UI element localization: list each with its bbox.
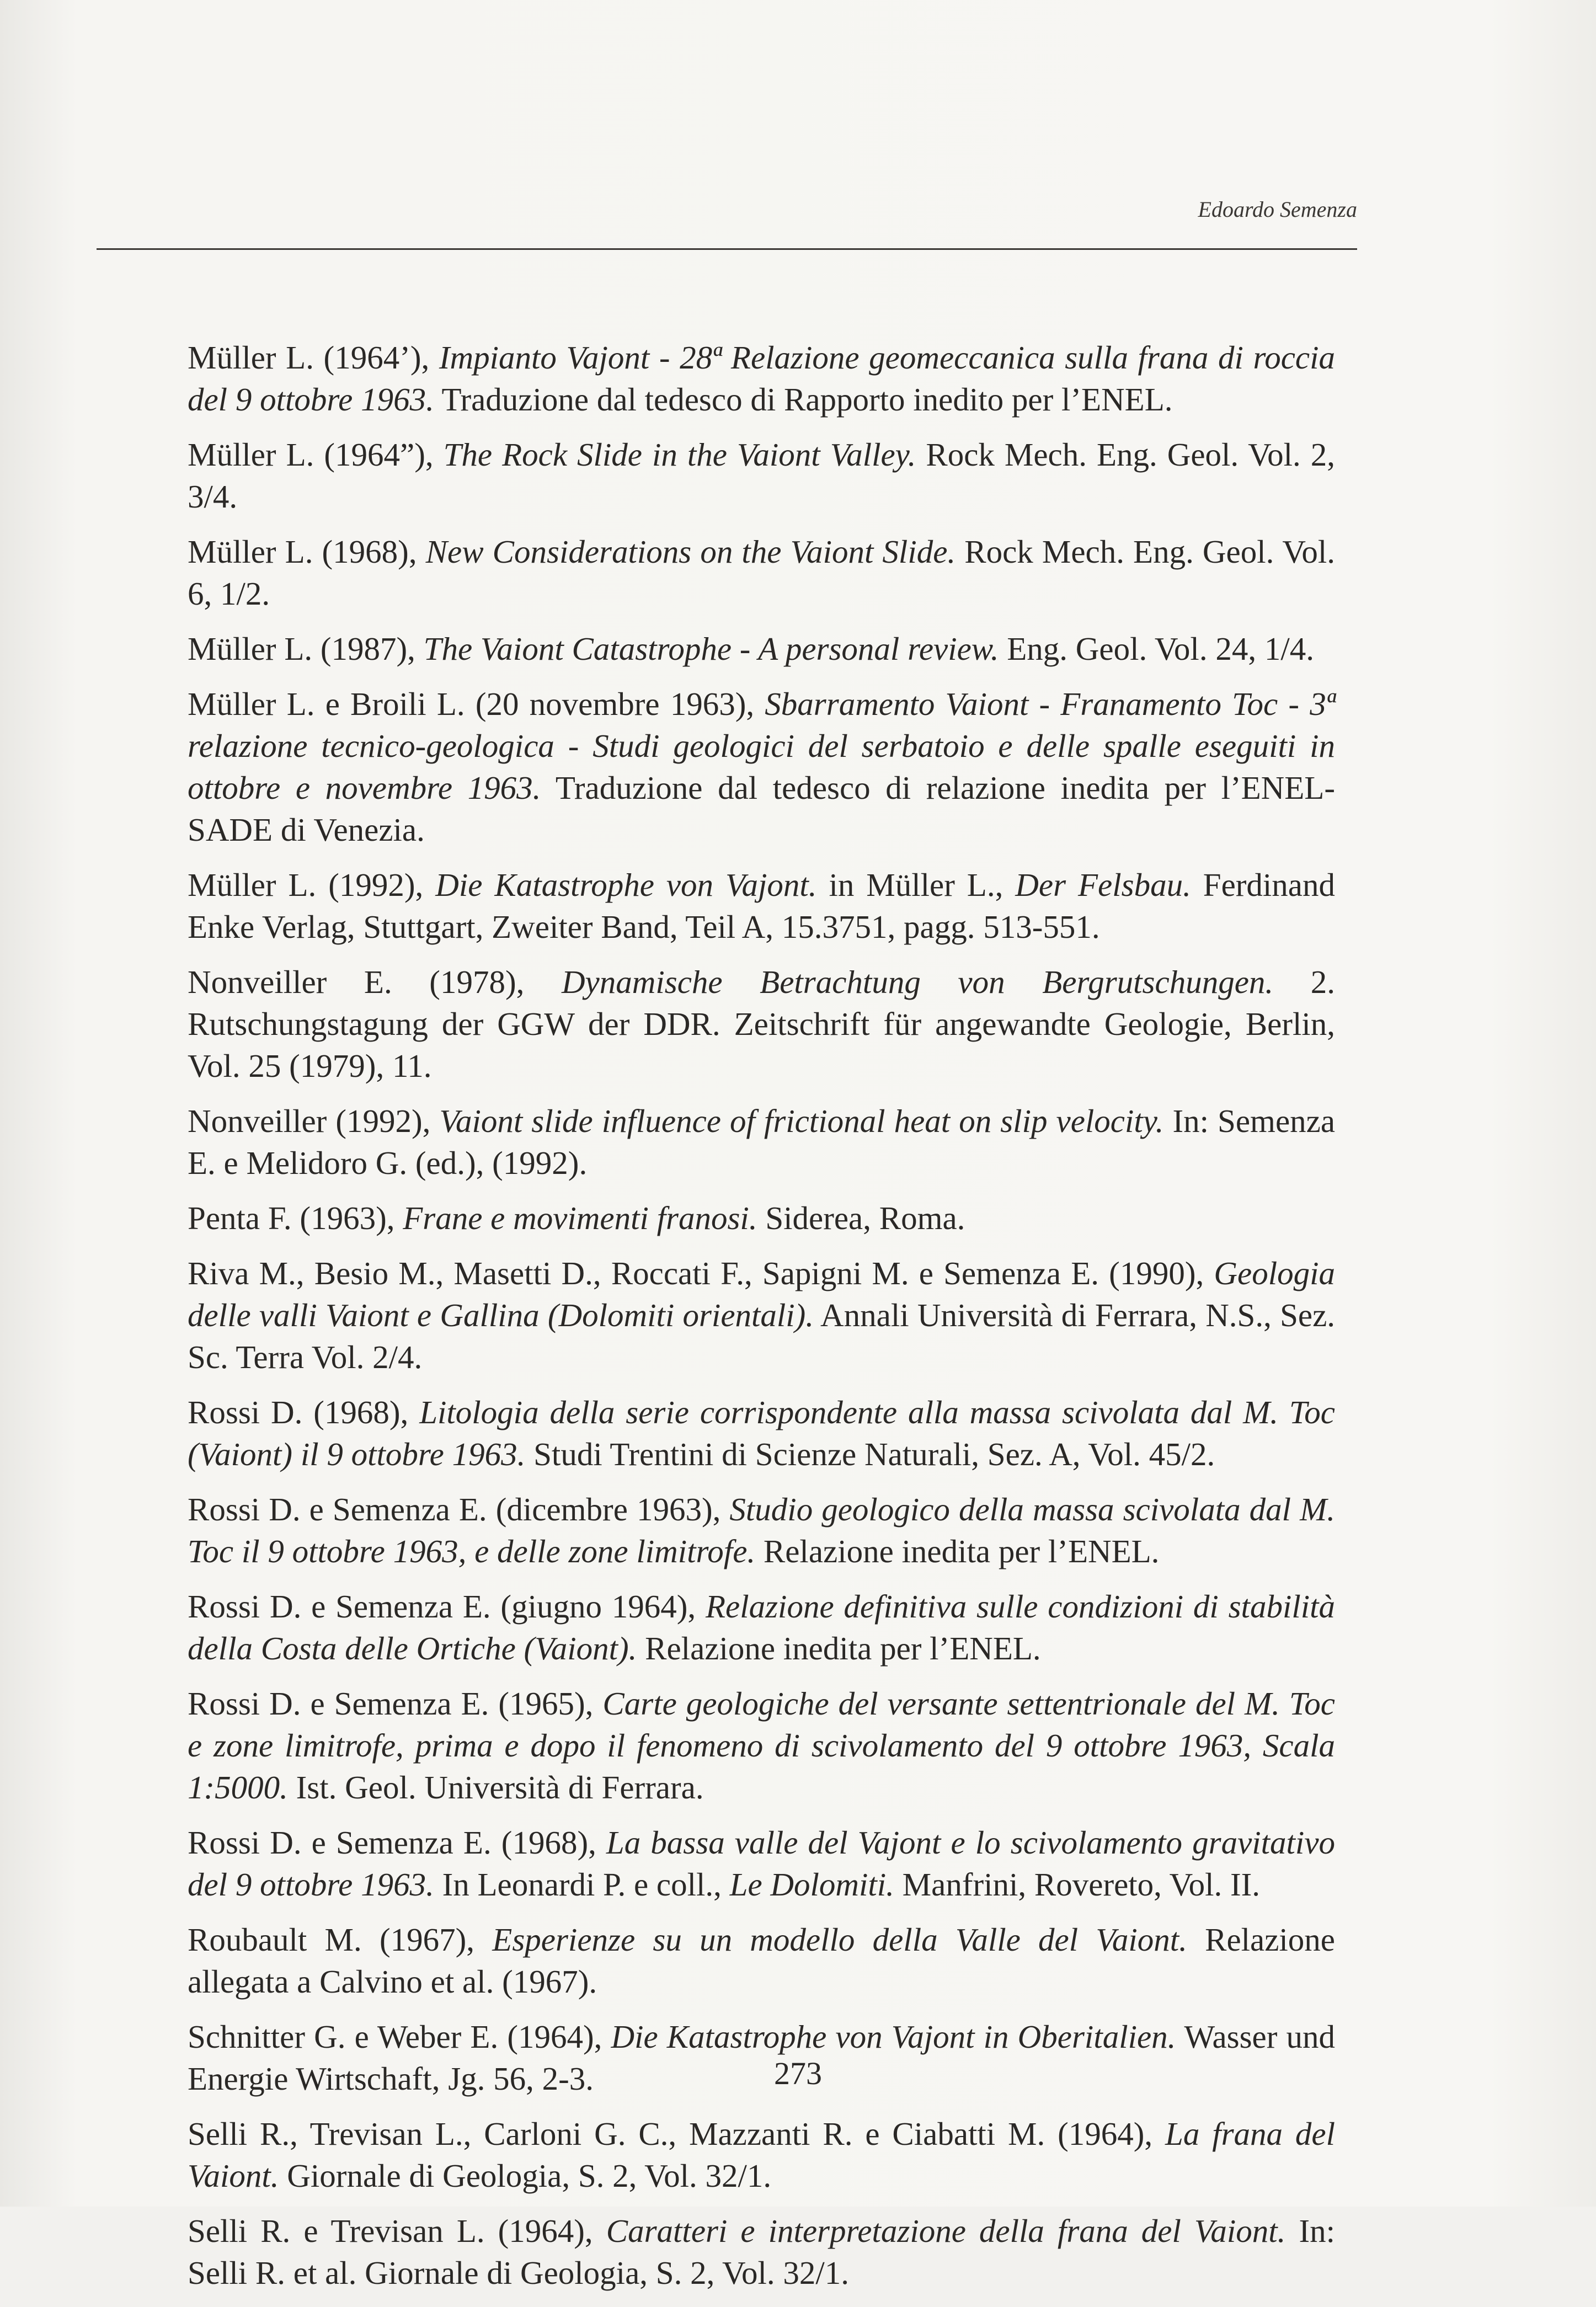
reference-entry bbox=[188, 1488, 1335, 1572]
reference-entry bbox=[188, 1100, 1335, 1184]
reference-text: Rock Mech. Eng. Geol. Vol. 2, 3/4. bbox=[188, 436, 1336, 515]
reference-title: Esperienze su un modello della Valle del Vaiont. bbox=[492, 1921, 1187, 1958]
reference-text: Müller L. (1968), bbox=[188, 533, 426, 570]
reference-title: La bassa valle del Vajont e lo scivolamento gravitativo del 9 ottobre 1963. bbox=[188, 1824, 1336, 1903]
reference-text: Relazione allegata a Calvino et al. (1967). bbox=[188, 1921, 1335, 2000]
reference-entry bbox=[188, 434, 1335, 517]
reference-title: Caratteri e interpretazione della frana del Vaiont. bbox=[606, 2213, 1286, 2249]
reference-list bbox=[188, 337, 1335, 2307]
reference-text: Studi Trentini di Scienze Naturali, Sez. A, Vol. 45/2. bbox=[525, 1436, 1215, 1472]
page-number: 273 bbox=[774, 2055, 822, 2091]
reference-text: Annali Università di Ferrara, N.S., Sez. Sc. Terra Vol. 2/4. bbox=[188, 1297, 1336, 1375]
reference-entry bbox=[188, 864, 1335, 948]
reference-entry bbox=[188, 1585, 1335, 1669]
reference-text: In: Selli R. et al. Giornale di Geologia, S. 2, Vol. 32/1. bbox=[188, 2213, 1335, 2291]
reference-text: Traduzione dal tedesco di relazione inedita per l’ENEL-SADE di Venezia. bbox=[188, 770, 1335, 848]
reference-title: Relazione definitiva sulle condizioni di stabilità della Costa delle Ortiche (Vaiont). bbox=[188, 1588, 1336, 1667]
reference-text: Rossi D. e Semenza E. (giugno 1964), bbox=[188, 1588, 706, 1625]
reference-title: Geologia delle valli Vaiont e Gallina (Dolomiti orientali). bbox=[188, 1255, 1335, 1333]
reference-text: Penta F. (1963), bbox=[188, 1200, 403, 1236]
reference-entry bbox=[188, 337, 1335, 420]
reference-text: Nonveiller E. (1978), bbox=[188, 964, 562, 1000]
reference-text: Selli R. e Trevisan L. (1964), bbox=[188, 2213, 606, 2249]
reference-text: Rossi D. e Semenza E. (1968), bbox=[188, 1824, 606, 1861]
reference-text: Riva M., Besio M., Masetti D., Roccati F., Sapigni M. e Semenza E. (1990), bbox=[188, 1255, 1214, 1291]
reference-text: Müller L. (1992), bbox=[188, 867, 436, 903]
reference-title: New Considerations on the Vaiont Slide. bbox=[425, 533, 956, 570]
reference-title: Le Dolomiti. bbox=[729, 1866, 894, 1903]
reference-title: The Vaiont Catastrophe - A personal review. bbox=[423, 631, 999, 667]
reference-title: The Rock Slide in the Vaiont Valley. bbox=[443, 436, 916, 473]
reference-text: In Leonardi P. e coll., bbox=[434, 1866, 730, 1903]
reference-text: In: Semenza E. e Melidoro G. (ed.), (1992). bbox=[188, 1103, 1336, 1181]
reference-title: La frana del Vaiont. bbox=[188, 2116, 1335, 2194]
reference-text: Rossi D. e Semenza E. (1965), bbox=[188, 1685, 603, 1722]
reference-title: Vaiont slide influence of frictional heat on slip velocity. bbox=[439, 1103, 1164, 1139]
reference-title: Sbarramento Vaiont - Franamento Toc - 3ª relazione tecnico-geologica - Studi geologici del serbatoio e delle spalle eseguiti in ottobre e novembre 1963. bbox=[188, 686, 1335, 806]
reference-text: Relazione inedita per l’ENEL. bbox=[637, 1630, 1041, 1667]
reference-entry bbox=[188, 531, 1335, 615]
reference-title: Litologia della serie corrispondente alla massa scivolata dal M. Toc (Vaiont) il 9 ottobre 1963. bbox=[188, 1394, 1335, 1472]
reference-text: Manfrini, Rovereto, Vol. II. bbox=[894, 1866, 1261, 1903]
reference-text: Roubault M. (1967), bbox=[188, 1921, 493, 1958]
reference-entry bbox=[188, 1822, 1335, 1905]
reference-text: Ferdinand Enke Verlag, Stuttgart, Zweiter Band, Teil A, 15.3751, pagg. 513-551. bbox=[188, 867, 1335, 945]
reference-entry bbox=[188, 1197, 1335, 1239]
reference-title: Impianto Vajont - 28ª Relazione geomeccanica sulla frana di roccia del 9 ottobre 1963. bbox=[188, 339, 1335, 418]
reference-title: Der Felsbau. bbox=[1015, 867, 1191, 903]
reference-text: Müller L. e Broili L. (20 novembre 1963), bbox=[188, 686, 765, 722]
reference-text: Rossi D. e Semenza E. (dicembre 1963), bbox=[188, 1491, 730, 1528]
reference-text: Müller L. (1964’), bbox=[188, 339, 439, 376]
reference-text: Siderea, Roma. bbox=[757, 1200, 965, 1236]
reference-entry bbox=[188, 1919, 1335, 2002]
reference-text: Ist. Geol. Università di Ferrara. bbox=[287, 1769, 704, 1806]
reference-entry bbox=[188, 1252, 1335, 1378]
reference-text: Müller L. (1987), bbox=[188, 631, 424, 667]
reference-title: Studio geologico della massa scivolata dal M. Toc il 9 ottobre 1963, e delle zone limitrofe. bbox=[188, 1491, 1335, 1569]
reference-entry bbox=[188, 1683, 1335, 1808]
reference-text: Eng. Geol. Vol. 24, 1/4. bbox=[999, 631, 1314, 667]
reference-title: Die Katastrophe von Vajont in Oberitalien. bbox=[611, 2018, 1176, 2055]
reference-text: Wasser und Energie Wirtschaft, Jg. 56, 2-3. bbox=[188, 2018, 1336, 2097]
reference-text: Relazione inedita per l’ENEL. bbox=[755, 1533, 1160, 1569]
reference-text: in Müller L., bbox=[816, 867, 1016, 903]
reference-title: Frane e movimenti franosi. bbox=[403, 1200, 757, 1236]
reference-text: Giornale di Geologia, S. 2, Vol. 32/1. bbox=[279, 2158, 772, 2194]
reference-entry bbox=[188, 2113, 1335, 2197]
reference-text: Nonveiller (1992), bbox=[188, 1103, 440, 1139]
reference-entry bbox=[188, 683, 1335, 851]
reference-text: 2. Rutschungstagung der GGW der DDR. Zeitschrift für angewandte Geologie, Berlin, Vol. 25 (1979), 11. bbox=[188, 964, 1336, 1084]
header-rule bbox=[97, 248, 1357, 250]
reference-text: Schnitter G. e Weber E. (1964), bbox=[188, 2018, 611, 2055]
reference-entry bbox=[188, 628, 1335, 670]
running-head: Edoardo Semenza bbox=[1198, 197, 1357, 222]
reference-title: Carte geologiche del versante settentrionale del M. Toc e zone limitrofe, prima e dopo il fenomeno di scivolamento del 9 ottobre 1963, Scala 1:5000. bbox=[188, 1685, 1335, 1806]
reference-entry bbox=[188, 961, 1335, 1087]
reference-title: Die Katastrophe von Vajont. bbox=[435, 867, 817, 903]
reference-entry bbox=[188, 1391, 1335, 1475]
reference-text: Rossi D. (1968), bbox=[188, 1394, 420, 1430]
reference-text: Traduzione dal tedesco di Rapporto inedito per l’ENEL. bbox=[434, 381, 1173, 418]
reference-title: Dynamische Betrachtung von Bergrutschungen. bbox=[561, 964, 1274, 1000]
reference-text: Selli R., Trevisan L., Carloni G. C., Mazzanti R. e Ciabatti M. (1964), bbox=[188, 2116, 1166, 2152]
reference-entry bbox=[188, 2210, 1335, 2294]
reference-text: Rock Mech. Eng. Geol. Vol. 6, 1/2. bbox=[188, 533, 1335, 612]
reference-text: Müller L. (1964”), bbox=[188, 436, 444, 473]
